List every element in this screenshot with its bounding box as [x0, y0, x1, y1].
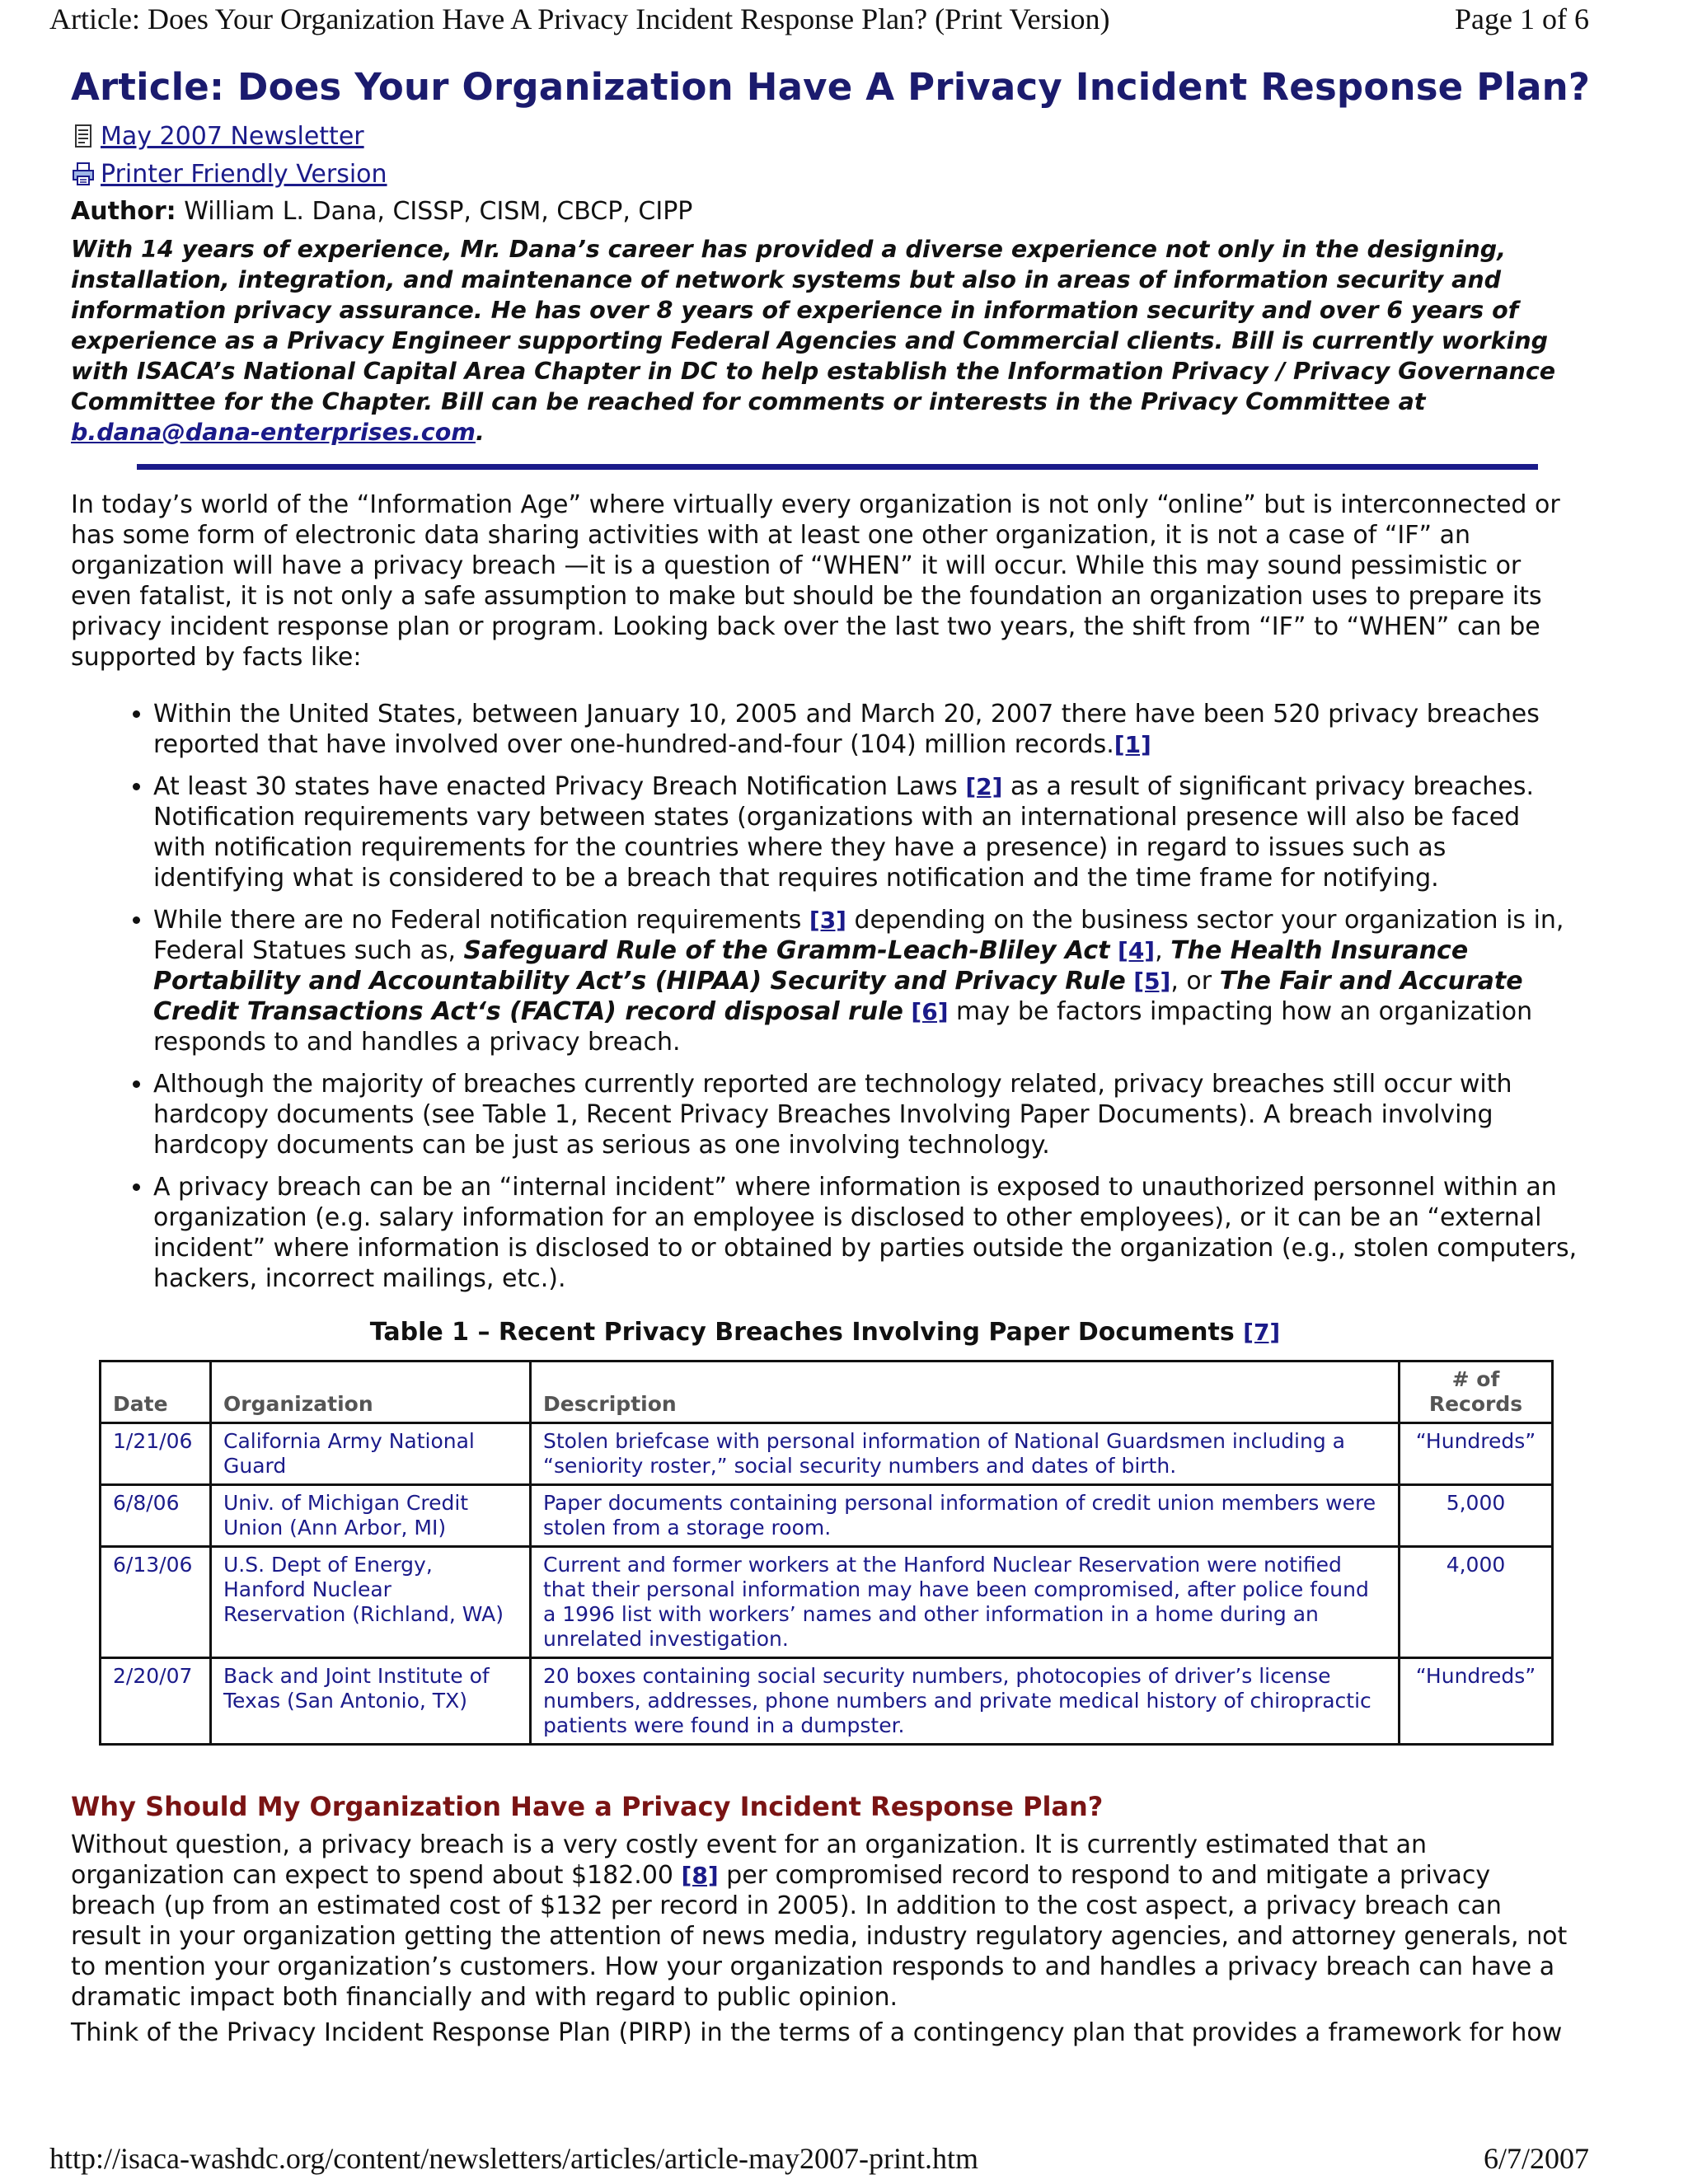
- table-row: [101, 1485, 1553, 1547]
- table-row: [101, 1658, 1553, 1745]
- list-item: [153, 905, 1579, 1057]
- table-row: [101, 1423, 1553, 1485]
- bio-text: With 14 years of experience, Mr. Dana’s career has provided a diverse experience not only in the designing, installation, integration, and maintenance of network systems but also in areas of information security and information privacy assurance. He has over 8 years of experience in information security and over 6 years of experience as a Privacy Engineer supporting Federal Agencies and Commercial clients. Bill is currently working with ISACA’s National Capital Area Chapter in DC to help establish the Information Privacy / Privacy Governance Committee for the Chapter. Bill can be reached for comments or interests in the Privacy Committee at: [71, 236, 1556, 415]
- hipaa-act: The Health Insurance Portability and Accountability Act’s (HIPAA) Security and Privacy Rule: [153, 936, 1469, 996]
- table-caption: [71, 1314, 1579, 1352]
- newsletter-icon: [71, 124, 96, 148]
- cost-paragraph: [71, 1830, 1579, 2013]
- divider-rule: [137, 464, 1538, 470]
- bio-end: .: [475, 419, 485, 446]
- cell-date: 6/13/06: [101, 1547, 211, 1658]
- bullet-2-text-b: as a result of significant privacy breaches. Notification requirements vary between states (organizations with an international presence will also be faced with notification requirements for the countries where they have a presence) in regard to issues such as identifying what is considered to be a breach that requires notification and the time frame for notifying.: [153, 772, 1535, 893]
- bullet-3-text-a: While there are no Federal notification requirements: [153, 906, 809, 935]
- col-header-records: # of Records: [1400, 1361, 1553, 1423]
- bullet-1-text: Within the United States, between January 10, 2005 and March 20, 2007 there have been 520 privacy breaches reported that have involved over one-hundred-and-four (104) million records.: [153, 700, 1540, 759]
- cell-organization: Back and Joint Institute of Texas (San Antonio, TX): [211, 1658, 531, 1745]
- bullet-4-text: Although the majority of breaches currently reported are technology related, privacy breaches still occur with hardcopy documents (see Table 1, Recent Privacy Breaches Involving Paper Documents). A breach involving hardcopy documents can be just as serious as one involving technology.: [153, 1070, 1512, 1160]
- para2-text-a: Without question, a privacy breach is a very costly event for an organization. It is currently estimated that an organization can expect to spend about $182.00: [71, 1830, 1427, 1890]
- printer-link-row: [71, 155, 1579, 193]
- list-item: [153, 1172, 1579, 1294]
- cell-organization: U.S. Dept of Energy, Hanford Nuclear Reservation (Richland, WA): [211, 1547, 531, 1658]
- facts-list: [71, 699, 1579, 1294]
- footnote-ref-6[interactable]: [6]: [911, 998, 949, 1025]
- printer-icon: [71, 162, 96, 186]
- cell-date: 1/21/06: [101, 1423, 211, 1485]
- author-name: William L. Dana, CISSP, CISM, CBCP, CIPP: [176, 197, 693, 226]
- bullet-3-text-c: ,: [1155, 936, 1171, 965]
- newsletter-link[interactable]: May 2007 Newsletter: [101, 121, 364, 151]
- footnote-ref-3[interactable]: [3]: [809, 907, 846, 934]
- bullet-3-text-b: depending on the business sector your organization is in, Federal Statues such as,: [153, 906, 1564, 965]
- table-row: [101, 1547, 1553, 1658]
- section-heading: Why Should My Organization Have a Privacy Incident Response Plan?: [71, 1791, 1104, 1822]
- newsletter-link-row: [71, 117, 1579, 155]
- cell-description: Current and former workers at the Hanford Nuclear Reservation were notified that their personal information may have been compromised, after police found a 1996 list with workers’ names and other information in a home during an unrelated investigation.: [531, 1547, 1400, 1658]
- print-header: [49, 2, 1589, 36]
- col-header-date: Date: [101, 1361, 211, 1423]
- author-bio: [71, 234, 1579, 448]
- table-caption-text: Table 1 – Recent Privacy Breaches Involving Paper Documents: [369, 1318, 1244, 1347]
- print-header-page: Page 1 of 6: [1455, 2, 1589, 35]
- cell-date: 2/20/07: [101, 1658, 211, 1745]
- bullet-3-text-e: may be factors impacting how an organization responds to and handles a privacy breach.: [153, 997, 1533, 1057]
- cell-description: Stolen briefcase with personal information of National Guardsmen including a “seniority roster,” social security numbers and dates of birth.: [531, 1423, 1400, 1485]
- author-email-link[interactable]: b.dana@dana-enterprises.com: [71, 419, 476, 446]
- footnote-ref-7[interactable]: [7]: [1243, 1319, 1281, 1346]
- footnote-ref-2[interactable]: [2]: [965, 773, 1003, 800]
- article-content: [71, 58, 1591, 2048]
- cell-description: 20 boxes containing social security numbers, photocopies of driver’s license numbers, addresses, phone numbers and private medical history of chiropractic patients were found in a dumpster.: [531, 1658, 1400, 1745]
- bullet-2-text-a: At least 30 states have enacted Privacy Breach Notification Laws: [153, 772, 966, 801]
- list-item: [153, 771, 1579, 893]
- col-header-description: Description: [531, 1361, 1400, 1423]
- col-header-organization: Organization: [211, 1361, 531, 1423]
- print-footer: [49, 2141, 1589, 2176]
- table-header-row: [101, 1361, 1553, 1423]
- author-label: Author:: [71, 197, 176, 226]
- cell-records: “Hundreds”: [1400, 1658, 1553, 1745]
- breaches-table: [99, 1360, 1554, 1746]
- cell-records: “Hundreds”: [1400, 1423, 1553, 1485]
- author-line: [71, 193, 1579, 231]
- cell-organization: Univ. of Michigan Credit Union (Ann Arbor, MI): [211, 1485, 531, 1547]
- glba-act: Safeguard Rule of the Gramm-Leach-Bliley Act: [463, 936, 1110, 965]
- print-footer-url: http://isaca-washdc.org/content/newsletters/articles/article-may2007-print.htm: [49, 2142, 978, 2175]
- footnote-ref-8[interactable]: [8]: [681, 1862, 719, 1889]
- pirp-paragraph: Think of the Privacy Incident Response Plan (PIRP) in the terms of a contingency plan that provides a framework for how: [71, 2018, 1563, 2047]
- para2-text-b: per compromised record to respond to and mitigate a privacy breach (up from an estimated cost of $132 per record in 2005). In addition to the cost aspect, a privacy breach can result in your organization getting the attention of news media, industry regulatory agencies, and attorney generals, not to mention your organization’s customers. How your organization responds to and handles a privacy breach can have a dramatic impact both financially and with regard to public opinion.: [71, 1861, 1568, 2012]
- bullet-5-text: A privacy breach can be an “internal incident” where information is exposed to unauthorized personnel within an organization (e.g. salary information for an employee is disclosed to other employees), or it can be an “external incident” where information is disclosed to or obtained by parties outside the organization (e.g., stolen computers, hackers, incorrect mailings, etc.).: [153, 1173, 1578, 1293]
- print-header-title: Article: Does Your Organization Have A Privacy Incident Response Plan? (Print Version): [49, 2, 1110, 35]
- list-item: [153, 1069, 1579, 1160]
- cell-description: Paper documents containing personal information of credit union members were stolen from a storage room.: [531, 1485, 1400, 1547]
- cell-date: 6/8/06: [101, 1485, 211, 1547]
- list-item: [153, 699, 1579, 760]
- bullet-3-text-d: , or: [1170, 967, 1220, 996]
- print-footer-date: 6/7/2007: [1483, 2142, 1589, 2175]
- footnote-ref-5[interactable]: [5]: [1133, 968, 1171, 995]
- cell-organization: California Army National Guard: [211, 1423, 531, 1485]
- facta-act: The Fair and Accurate Credit Transactions Act‘s (FACTA) record disposal rule: [153, 967, 1523, 1026]
- cell-records: 5,000: [1400, 1485, 1553, 1547]
- intro-paragraph: In today’s world of the “Information Age” where virtually every organization is not only “online” but is interconnected or has some form of electronic data sharing activities with at least one other organization, it is not a case of “IF” an organization will have a privacy breach —it is a question of “WHEN” it will occur. While this may sound pessimistic or even fatalist, it is not only a safe assumption to make but should be the foundation an organization uses to prepare its privacy incident response plan or program. Looking back over the last two years, the shift from “IF” to “WHEN” can be supported by facts like:: [71, 490, 1560, 672]
- printer-friendly-link[interactable]: Printer Friendly Version: [101, 159, 387, 189]
- article-title: Article: Does Your Organization Have A Privacy Incident Response Plan?: [71, 65, 1591, 109]
- footnote-ref-4[interactable]: [4]: [1118, 937, 1156, 964]
- cell-records: 4,000: [1400, 1547, 1553, 1658]
- footnote-ref-1[interactable]: [1]: [1114, 731, 1151, 758]
